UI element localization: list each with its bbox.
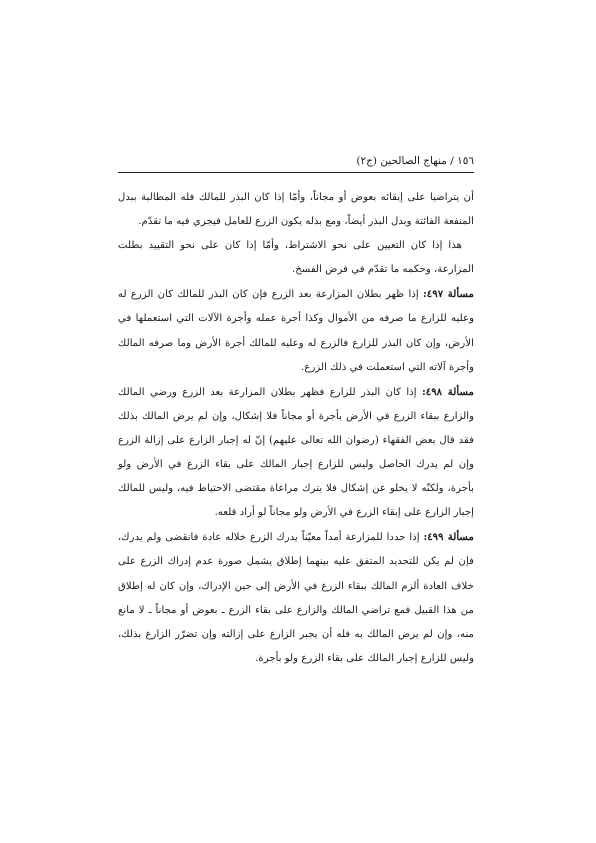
issue-499 [118, 525, 474, 671]
issue-label: مسألة ٤٩٩: [423, 531, 474, 544]
paragraph-text: إذا كان البذر للزارع فظهر بطلان المزارعة بعد الزرع ورضي المالك والزارع ببقاء الزرع في الأرض بأجرة أو مجاناً فلا إشكال، وإن لم يرض المالك بذلك فقد قال بعض الفقهاء (رضوان الله تعالى عليهم) إنّ له إجبار الزارع على إزالة الزرع وإن لم يدرك الحاصل وليس للزارع إجبار المالك على بقاء الزرع في الأرض ولو بأجرة، ولكنّه لا يخلو عن إشكال فلا يترك مراعاة مقتضى الاحتياط فيه، وليس للمالك إجبار الزارع على إبقاء الزرع في الأرض ولو مجاناً لو أراد قلعه. [118, 386, 474, 519]
body-text [118, 186, 474, 671]
paragraph-text: أن يتراضيا على إبقائه بعوض أو مجاناً، وأمّا إذا كان البذر للمالك فله المطالبة ببدل المنفعة الفائتة وبدل البذر أيضاً، ومع بذله يكون الزرع للعامل فيجري فيه ما تقدّم. [118, 192, 474, 228]
running-title: ١٥٦ / منهاج الصالحين (ج٢) [356, 155, 474, 167]
paragraph-2 [118, 234, 474, 282]
paragraph-text: إذا حددا للمزارعة أمداً معيّناً يدرك الزرع خلاله عادة فانقضى ولم يدرك، فإن لم يكن للتحديد المتفق عليه بينهما إطلاق يشمل صورة عدم إدراك الزرع على خلاف العادة ألزم المالك ببقاء الزرع في الأرض إلى حين الإدراك، وإن كان له إطلاق من هذا القبيل فمع تراضي المالك والزارع على بقاء الزرع ـ بعوض أو مجاناً ـ لا مانع منه، وإن لم يرض المالك به فله أن يجبر الزارع على إزالته وإن تضرّر الزارع بذلك، وليس للزارع إجبار المالك على بقاء الزرع ولو بأجرة. [118, 532, 474, 664]
issue-497 [118, 282, 474, 379]
running-header [118, 150, 474, 173]
issue-label: مسألة ٤٩٨: [421, 385, 475, 398]
issue-label: مسألة ٤٩٧: [423, 288, 474, 301]
paragraph-text: هذا إذا كان التعيين على نحو الاشتراط، وأمّا إذا كان على نحو التقييد بطلت المزارعة، وحكمه ما تقدّم في فرض الفسخ. [118, 240, 474, 276]
issue-498 [118, 380, 474, 526]
paragraph-1 [118, 186, 474, 234]
paragraph-text: إذا ظهر بطلان المزارعة بعد الزرع فإن كان البذر للمالك كان الزرع له وعليه للزارع ما صرفه من الأموال وكذا أجرة عمله وأجرة الآلات التي استعملها في الأرض، وإن كان البذر للزارع فالزرع له وعليه للمالك أجرة الأرض وما صرفه المالك وأجرة آلاته التي استعملت في ذلك الزرع. [118, 289, 474, 373]
